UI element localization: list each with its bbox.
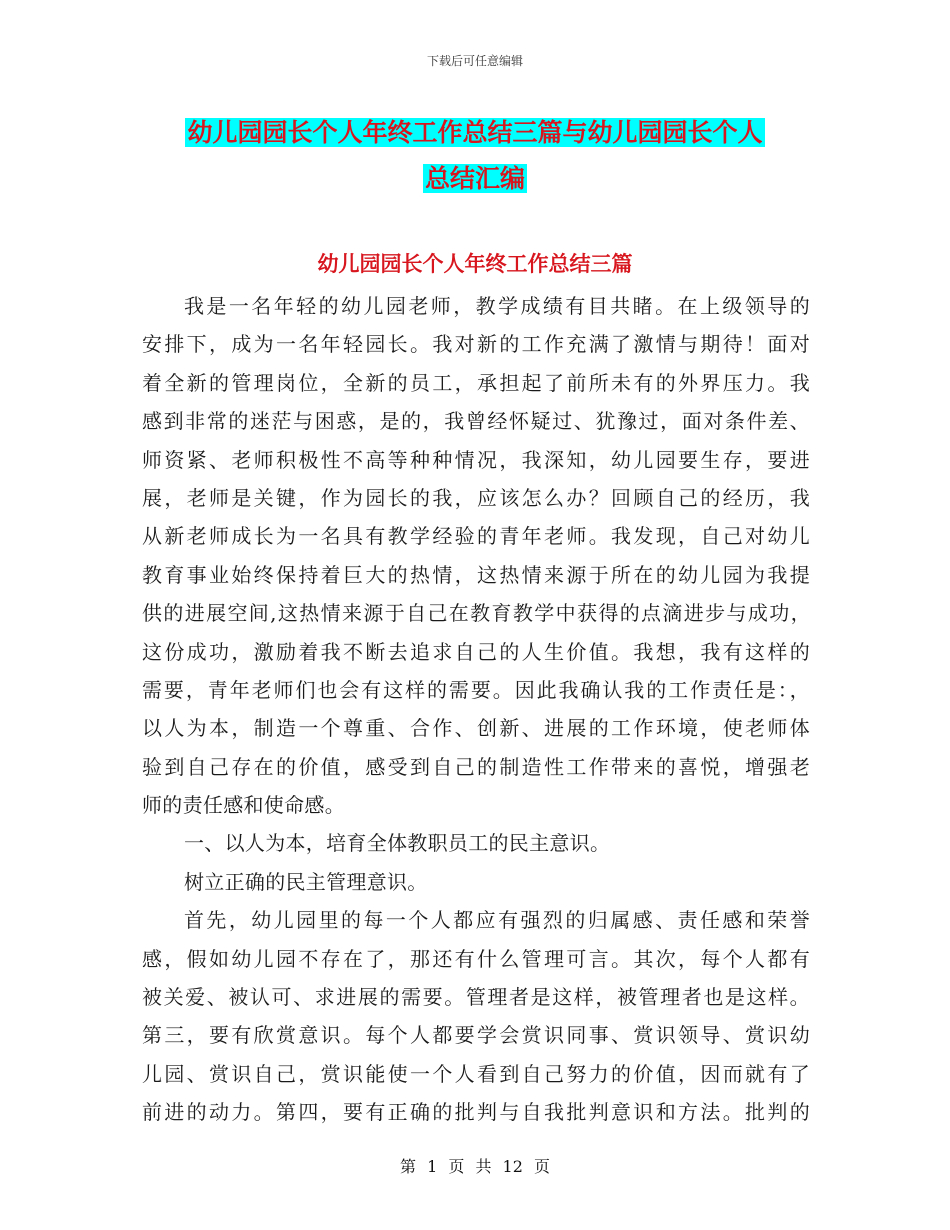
- body-line: 供的进展空间,这热情来源于自己在教育教学中获得的点滴进步与成功，: [142, 601, 810, 626]
- body-line: 被关爱、被认可、求进展的需要。管理者是这样，被管理者也是这样。: [142, 985, 810, 1010]
- body-line: 着全新的管理岗位，全新的员工，承担起了前所未有的外界压力。我: [142, 370, 810, 395]
- body-line: 首先，幼儿园里的每一个人都应有强烈的归属感、责任感和荣誉: [184, 908, 810, 933]
- body-line: 从新老师成长为一名具有教学经验的青年老师。我发现，自己对幼儿: [142, 524, 810, 549]
- section-title: 幼儿园园长个人年终工作总结三篇: [317, 252, 633, 276]
- body-line: 展，老师是关键，作为园长的我，应该怎么办？回顾自己的经历，我: [142, 485, 810, 510]
- page-footer: 第 1 页 共 12 页: [400, 1157, 550, 1176]
- body-line: 感到非常的迷茫与困惑，是的，我曾经怀疑过、犹豫过，面对条件差、: [142, 409, 810, 434]
- main-title: [145, 110, 805, 202]
- header-note: 下载后可任意编辑: [426, 54, 523, 68]
- body-line: 感，假如幼儿园不存在了，那还有什么管理可言。其次，每个人都有: [142, 946, 810, 971]
- body-line: 师的责任感和使命感。: [142, 793, 345, 818]
- body-line: 树立正确的民主管理意识。: [184, 869, 428, 894]
- main-title-line1: 幼儿园园长个人年终工作总结三篇与幼儿园园长个人: [187, 118, 763, 147]
- body-line: 第三，要有欣赏意识。每个人都要学会赏识同事、赏识领导、赏识幼: [142, 1023, 810, 1048]
- body-line: 安排下，成为一名年轻园长。我对新的工作充满了激情与期待！面对: [142, 332, 810, 357]
- body-line: 这份成功，激励着我不断去追求自己的人生价值。我想，我有这样的: [142, 639, 810, 664]
- body-line: 教育事业始终保持着巨大的热情，这热情来源于所在的幼儿园为我提: [142, 562, 810, 587]
- body-line: 师资紧、老师积极性不高等种种情况，我深知，幼儿园要生存，要进: [142, 447, 810, 472]
- body-line: 一、以人为本，培育全体教职员工的民主意识。: [184, 831, 611, 856]
- document-body: [142, 287, 810, 1132]
- body-line: 以人为本，制造一个尊重、合作、创新、进展的工作环境，使老师体: [142, 716, 810, 741]
- body-line: 验到自己存在的价值，感受到自己的制造性工作带来的喜悦，增强老: [142, 754, 810, 779]
- body-line: 我是一名年轻的幼儿园老师，教学成绩有目共睹。在上级领导的: [184, 294, 810, 318]
- body-line: 儿园、赏识自己，赏识能使一个人看到自己努力的价值，因而就有了: [142, 1061, 810, 1086]
- body-line: 前进的动力。第四，要有正确的批判与自我批判意识和方法。批判的: [142, 1100, 810, 1125]
- main-title-line2: 总结汇编: [424, 164, 525, 193]
- body-line: 需要，青年老师们也会有这样的需要。因此我确认我的工作责任是：，: [142, 677, 810, 702]
